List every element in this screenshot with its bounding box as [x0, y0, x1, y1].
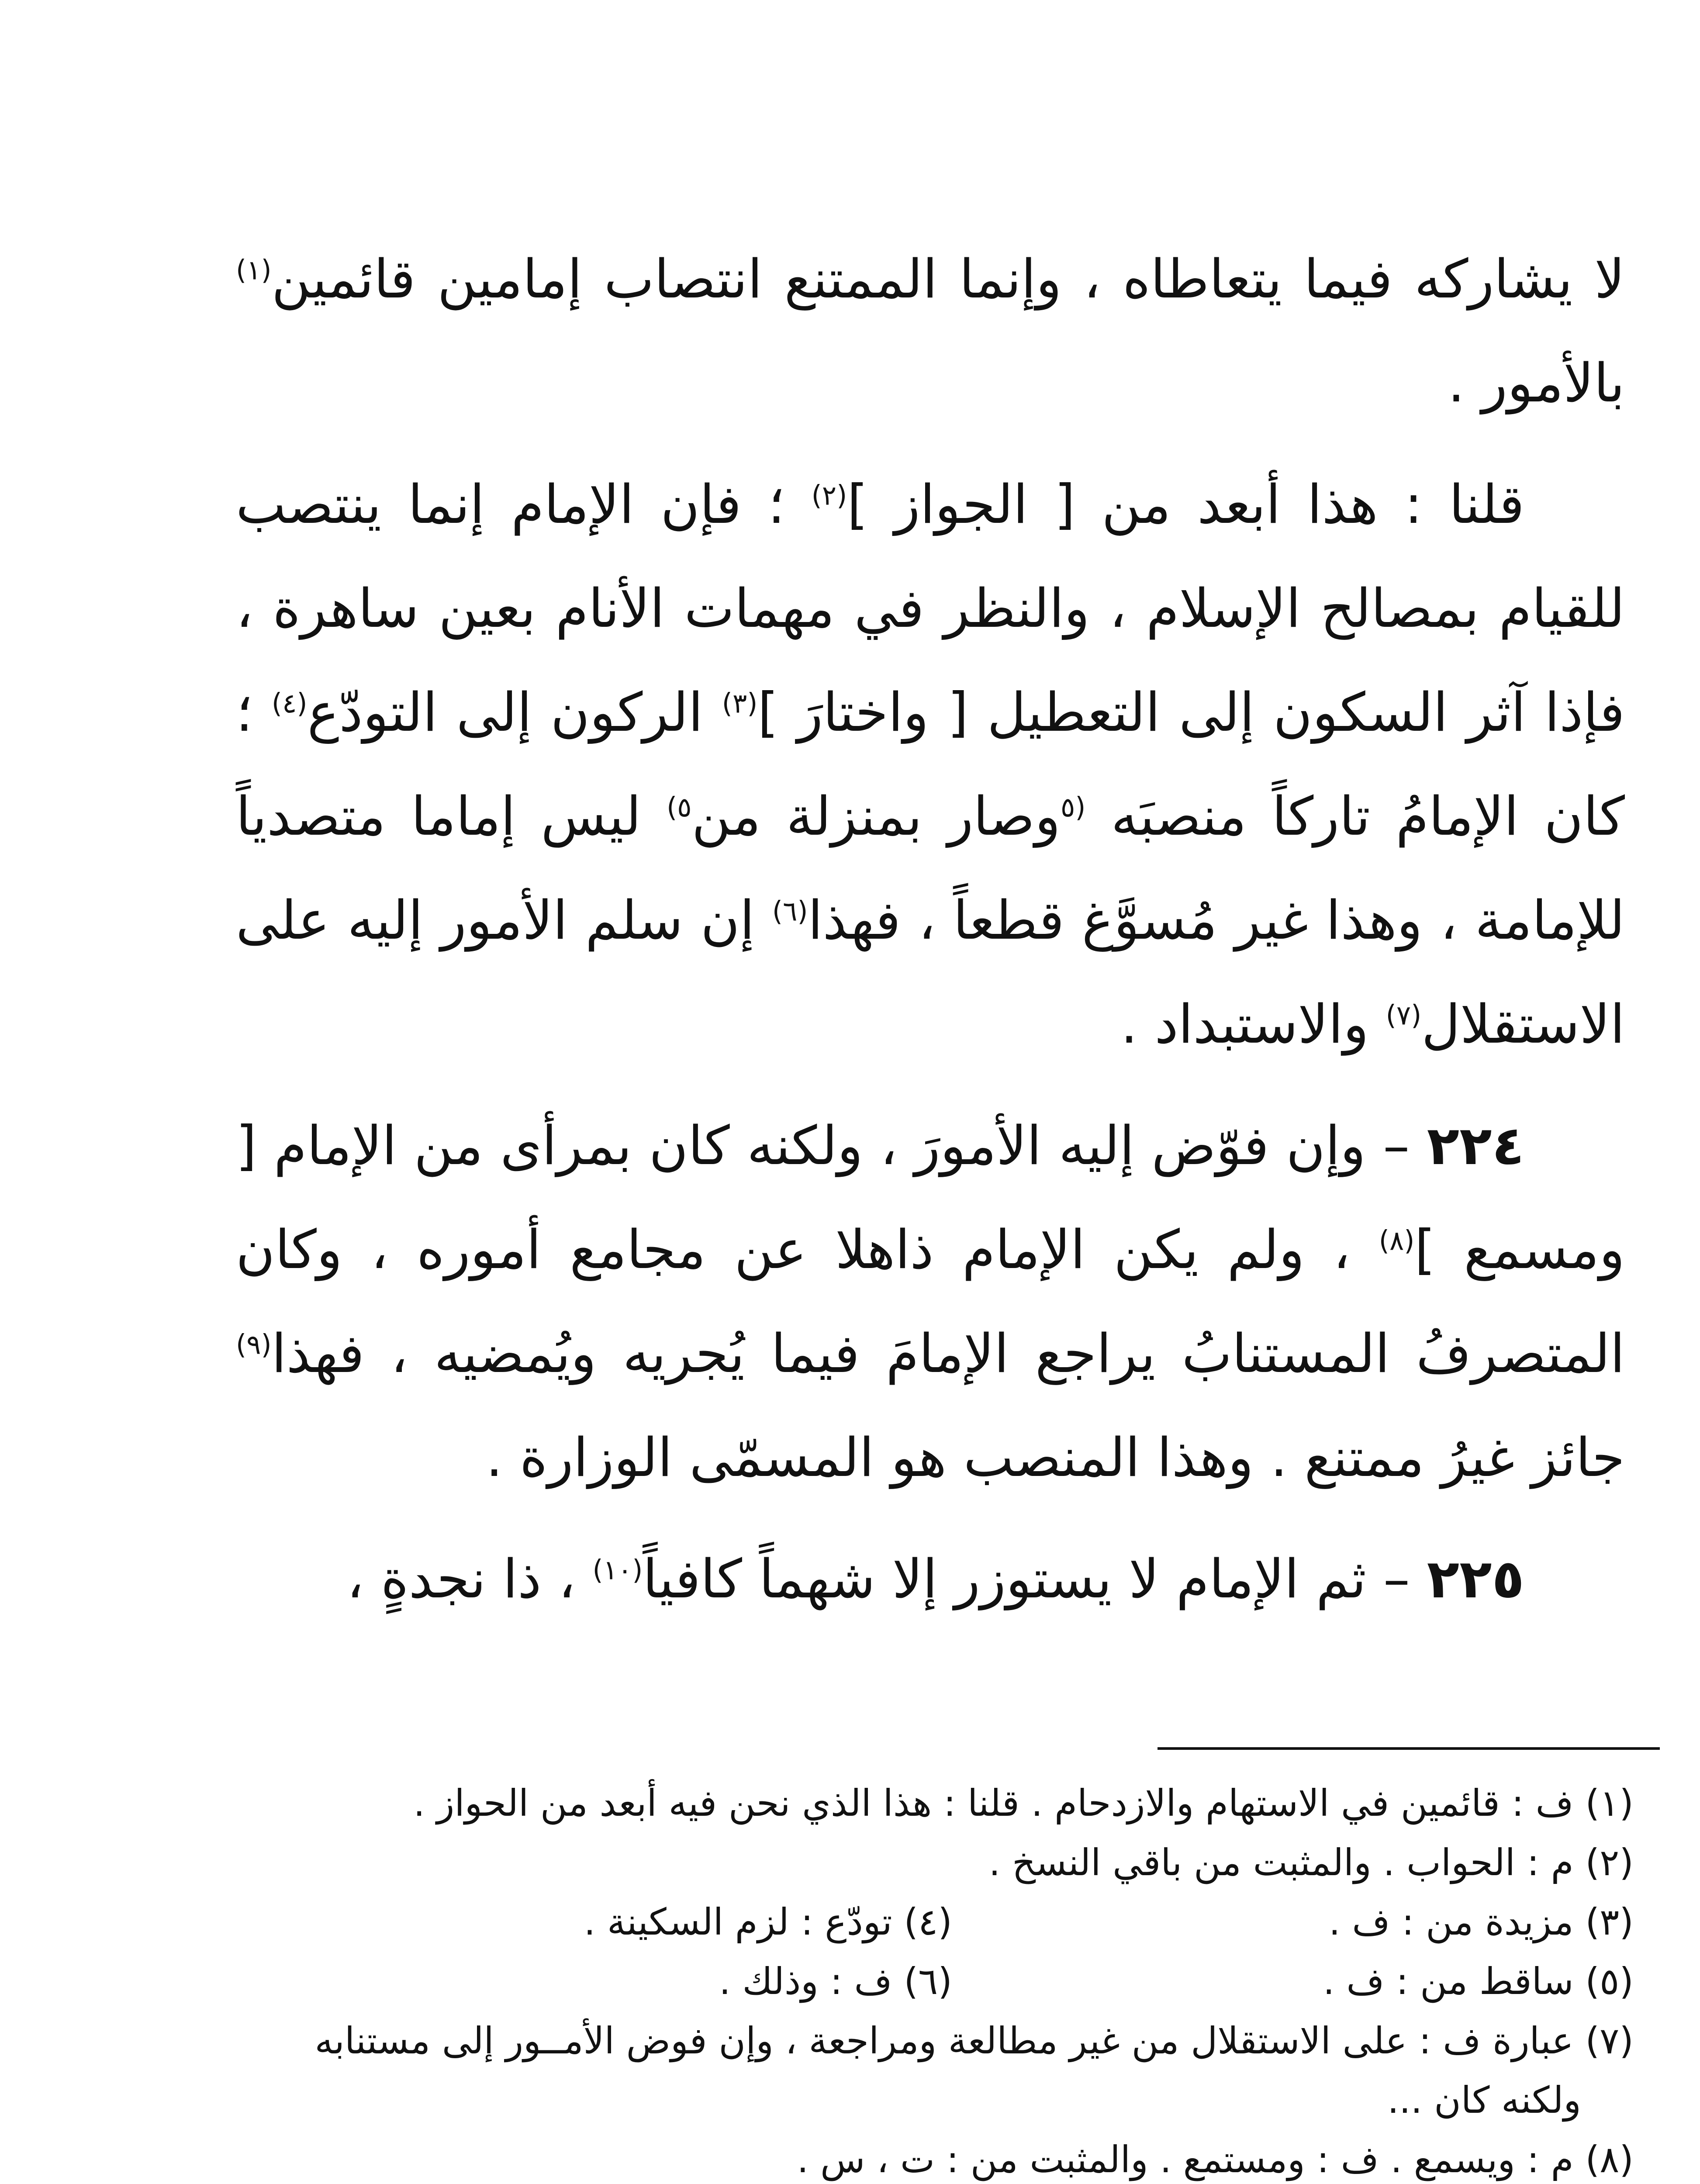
- footnote-5: (٥) ساقط من : ف .: [1323, 1960, 1634, 2003]
- text-run: والاستبداد .: [1120, 993, 1369, 1055]
- text-run: بالأمور .: [1448, 352, 1625, 414]
- text-run: – ثم الإمام لا يستوزر إلا شهماً كافياً: [643, 1548, 1410, 1610]
- footnote-ref: (٣): [722, 687, 758, 719]
- footnote-3: (٣) مزيدة من : ف .: [1328, 1901, 1634, 1943]
- text-run: لا يشاركه فيما يتعاطاه ، وإنما الممتنع انتصاب إمامين قائمين: [271, 248, 1625, 310]
- text-run: ، ذا نجدةٍ ،: [346, 1548, 576, 1610]
- footnote-2: (٢) م : الحواب . والمثبت من باقي النسخ .: [988, 1841, 1634, 1884]
- footnote-ref: (٩): [236, 1328, 272, 1361]
- footnote-ref: (١٠): [592, 1554, 643, 1586]
- text-run: ، ولم يكن الإمام ذاهلا عن مجامع أموره ، وكان المتصرفُ المستنابُ يراجع الإمامَ فيما يُجريه ويُمضيه ، فهذا: [236, 1219, 1625, 1385]
- footnote-row: [218, 1952, 1634, 2011]
- text-run: ؛ كان الإمامُ تاركاً منصبَه: [236, 681, 1625, 847]
- footnote-ref: (٨): [1379, 1224, 1415, 1257]
- footnote-7-continuation: ولكنه كان ...: [1387, 2079, 1581, 2122]
- footnote-ref: (٧): [1386, 999, 1422, 1031]
- footnote-4: (٤) تودّع : لزم السكينة .: [584, 1901, 952, 1943]
- footnote-6: (٦) ف : وذلك .: [719, 1960, 952, 2003]
- footnote-8: (٨) م : ويسمع . ف : ومستمع . والمثبت من : ت ، س .: [797, 2138, 1634, 2181]
- section-number: ٢٢٥: [1427, 1548, 1524, 1610]
- text-run: – وإن فوّض إليه الأمورَ ، ولكنه كان بمرأى من الإمام [ ومسمع ]: [236, 1115, 1625, 1281]
- footnote-ref: (٦): [772, 895, 808, 927]
- section-number: ٢٢٤: [1427, 1115, 1524, 1177]
- text-run: قلنا : هذا أبعد من [ الجواز ]: [847, 473, 1525, 536]
- footnote-divider: [1158, 1747, 1660, 1750]
- main-text: [236, 227, 1625, 1648]
- footnote-ref: (٤): [271, 687, 308, 719]
- paragraph-1: [236, 227, 1625, 435]
- footnote-ref: (١): [236, 254, 272, 286]
- paragraph-4: [236, 1527, 1625, 1631]
- text-run: إن سلم الأمور إليه على الاستقلال: [236, 889, 1625, 1055]
- footnote-7: (٧) عبارة ف : على الاستقلال من غير مطالعة ومراجعة ، وإن فوض الأمــور إلى مستنابه: [314, 2019, 1634, 2062]
- footnote-ref: (٢): [811, 479, 847, 511]
- footnotes: [218, 1773, 1634, 2184]
- text-run: الركون إلى التودّع: [307, 681, 703, 743]
- text-run: جائز غيرُ ممتنع . وهذا المنصب هو المسمّى الوزارة .: [486, 1427, 1625, 1489]
- footnote-row: [218, 1892, 1634, 1952]
- paragraph-2: [236, 453, 1625, 1076]
- text-run: ليس إماما متصدياً للإمامة ، وهذا غير مُسوَّغ قطعاً ، فهذا: [236, 785, 1625, 951]
- text-run: ؛ فإن الإمام إنما ينتصب للقيام بمصالح الإسلام ، والنظر في مهمات الأنام بعين ساهرة ، فإذا آثر السكون إلى التعطيل [ واختارَ ]: [236, 473, 1625, 743]
- text-run: وصار بمنزلة من: [691, 785, 1061, 847]
- paragraph-3: [236, 1094, 1625, 1510]
- footnote-1: (١) ف : قائمين في الاستهام والازدحام . قلنا : هذا الذي نحن فيه أبعد من الحواز .: [413, 1782, 1634, 1825]
- footnote-ref: ٥): [667, 791, 692, 823]
- footnote-ref: (٥: [1060, 791, 1086, 823]
